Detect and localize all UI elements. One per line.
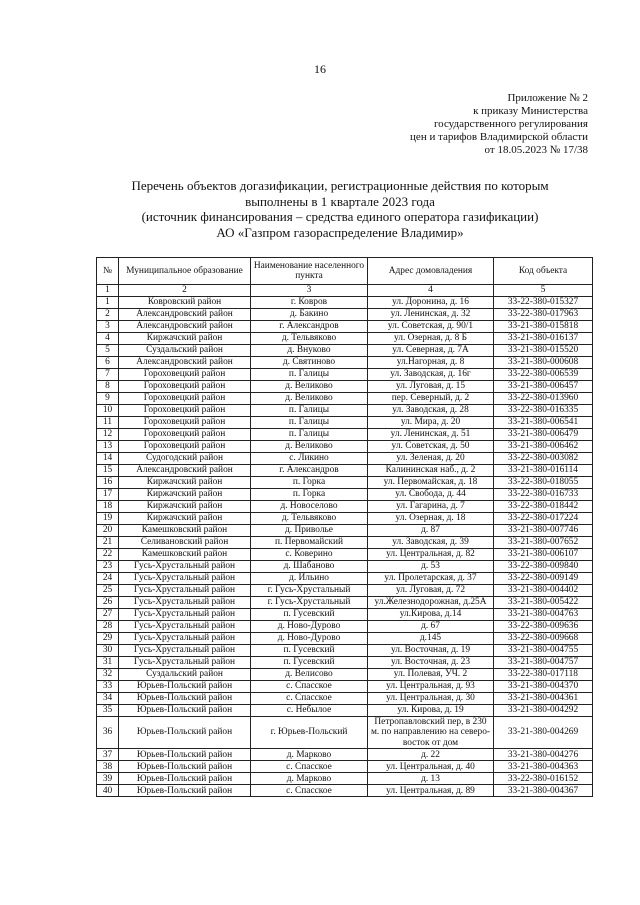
settlement-cell: с. Спасское — [251, 785, 368, 797]
address-cell: ул.Кирова, д.14 — [368, 609, 494, 621]
row-number: 25 — [97, 585, 119, 597]
settlement-cell: д. Святиново — [251, 357, 368, 369]
appendix-block — [410, 92, 588, 157]
settlement-cell: д. Приволье — [251, 525, 368, 537]
table-row — [97, 785, 593, 797]
municipality-cell: Гусь-Хрустальный район — [119, 657, 251, 669]
settlement-cell: п. Галицы — [251, 417, 368, 429]
settlement-cell: г. Ковров — [251, 297, 368, 309]
address-cell: пер. Северный, д. 2 — [368, 393, 494, 405]
municipality-cell: Гороховецкий район — [119, 405, 251, 417]
municipality-cell: Александровский район — [119, 321, 251, 333]
settlement-cell: д. Бакино — [251, 309, 368, 321]
row-number: 15 — [97, 465, 119, 477]
table-row — [97, 749, 593, 761]
appendix-line: от 18.05.2023 № 17/38 — [484, 144, 588, 156]
table-row — [97, 773, 593, 785]
table-row — [97, 441, 593, 453]
table-row — [97, 429, 593, 441]
column-number: 5 — [494, 285, 593, 297]
object-code-cell: 33-21-380-004402 — [494, 585, 593, 597]
row-number: 1 — [97, 297, 119, 309]
municipality-cell: Суздальский район — [119, 345, 251, 357]
row-number: 36 — [97, 717, 119, 749]
table-row — [97, 477, 593, 489]
row-number: 2 — [97, 309, 119, 321]
settlement-cell: д. Марково — [251, 773, 368, 785]
table-row — [97, 369, 593, 381]
address-cell: ул. Луговая, д. 15 — [368, 381, 494, 393]
table-row — [97, 405, 593, 417]
column-number-row — [97, 285, 593, 297]
object-code-cell: 33-22-380-016152 — [494, 773, 593, 785]
row-number: 40 — [97, 785, 119, 797]
object-code-cell: 33-22-380-009636 — [494, 621, 593, 633]
table-row — [97, 609, 593, 621]
settlement-cell: д. Ново-Дурово — [251, 633, 368, 645]
address-cell: ул. Озерная, д. 8 Б — [368, 333, 494, 345]
address-cell: ул. Полевая, УЧ. 2 — [368, 669, 494, 681]
settlement-cell: п. Галицы — [251, 369, 368, 381]
object-code-cell: 33-22-380-003082 — [494, 453, 593, 465]
settlement-cell: д. Внуково — [251, 345, 368, 357]
object-code-cell: 33-21-380-007746 — [494, 525, 593, 537]
row-number: 32 — [97, 669, 119, 681]
appendix-line: к приказу Министерства — [473, 105, 588, 117]
municipality-cell: Юрьев-Польский район — [119, 705, 251, 717]
address-cell: д. 13 — [368, 773, 494, 785]
table-row — [97, 381, 593, 393]
object-code-cell: 33-21-380-016137 — [494, 333, 593, 345]
object-code-cell: 33-21-380-004269 — [494, 717, 593, 749]
object-code-cell: 33-21-380-006457 — [494, 381, 593, 393]
object-code-cell: 33-22-380-017963 — [494, 309, 593, 321]
address-cell: ул. Советская, д. 90/1 — [368, 321, 494, 333]
object-code-cell: 33-21-380-004276 — [494, 749, 593, 761]
appendix-line: государственного регулирования — [433, 118, 588, 130]
row-number: 17 — [97, 489, 119, 501]
settlement-cell: с. Небылое — [251, 705, 368, 717]
address-cell: ул. Центральная, д. 89 — [368, 785, 494, 797]
address-cell: ул. Доронина, д. 16 — [368, 297, 494, 309]
column-number: 2 — [119, 285, 251, 297]
address-cell: д.145 — [368, 633, 494, 645]
municipality-cell: Юрьев-Польский район — [119, 749, 251, 761]
settlement-cell: д. Великово — [251, 393, 368, 405]
address-cell: ул. Центральная, д. 82 — [368, 549, 494, 561]
row-number: 27 — [97, 609, 119, 621]
address-cell: д. 67 — [368, 621, 494, 633]
header-object-code: Код объекта — [494, 258, 593, 285]
municipality-cell: Гусь-Хрустальный район — [119, 573, 251, 585]
municipality-cell: Гусь-Хрустальный район — [119, 621, 251, 633]
address-cell: ул. Зеленая, д. 20 — [368, 453, 494, 465]
table-row — [97, 417, 593, 429]
object-code-cell: 33-21-380-000608 — [494, 357, 593, 369]
municipality-cell: Киржачский район — [119, 501, 251, 513]
address-cell: ул. Заводская, д. 28 — [368, 405, 494, 417]
title-line: АО «Газпром газораспределение Владимир» — [216, 224, 464, 240]
address-cell: д. 22 — [368, 749, 494, 761]
municipality-cell: Гусь-Хрустальный район — [119, 585, 251, 597]
object-code-cell: 33-22-380-018055 — [494, 477, 593, 489]
settlement-cell: г. Александров — [251, 321, 368, 333]
row-number: 20 — [97, 525, 119, 537]
object-code-cell: 33-21-380-004367 — [494, 785, 593, 797]
settlement-cell: п. Первомайский — [251, 537, 368, 549]
object-code-cell: 33-22-380-009840 — [494, 561, 593, 573]
municipality-cell: Юрьев-Польский район — [119, 717, 251, 749]
settlement-cell: д. Велисово — [251, 669, 368, 681]
settlement-cell: г. Гусь-Хрустальный — [251, 597, 368, 609]
row-number: 11 — [97, 417, 119, 429]
settlement-cell: п. Горка — [251, 489, 368, 501]
settlement-cell: д. Великово — [251, 381, 368, 393]
row-number: 39 — [97, 773, 119, 785]
row-number: 13 — [97, 441, 119, 453]
object-code-cell: 33-21-380-004757 — [494, 657, 593, 669]
object-code-cell: 33-21-380-004361 — [494, 693, 593, 705]
address-cell: ул. Свобода, д. 44 — [368, 489, 494, 501]
object-code-cell: 33-21-380-016114 — [494, 465, 593, 477]
row-number: 22 — [97, 549, 119, 561]
address-cell: ул. Центральная, д. 93 — [368, 681, 494, 693]
municipality-cell: Александровский район — [119, 309, 251, 321]
table-row — [97, 465, 593, 477]
settlement-cell: п. Гусевский — [251, 645, 368, 657]
object-code-cell: 33-22-380-017224 — [494, 513, 593, 525]
municipality-cell: Гороховецкий район — [119, 381, 251, 393]
table-row — [97, 333, 593, 345]
row-number: 7 — [97, 369, 119, 381]
settlement-cell: д. Ильино — [251, 573, 368, 585]
row-number: 18 — [97, 501, 119, 513]
table-row — [97, 501, 593, 513]
address-cell: ул. Ленинская, д. 51 — [368, 429, 494, 441]
row-number: 38 — [97, 761, 119, 773]
row-number: 37 — [97, 749, 119, 761]
row-number: 33 — [97, 681, 119, 693]
municipality-cell: Юрьев-Польский район — [119, 681, 251, 693]
table-row — [97, 705, 593, 717]
table-row — [97, 633, 593, 645]
settlement-cell: г. Юрьев-Польский — [251, 717, 368, 749]
municipality-cell: Гороховецкий район — [119, 393, 251, 405]
table-row — [97, 321, 593, 333]
row-number: 10 — [97, 405, 119, 417]
table-row — [97, 717, 593, 749]
row-number: 3 — [97, 321, 119, 333]
address-cell: ул. Первомайская, д. 18 — [368, 477, 494, 489]
row-number: 4 — [97, 333, 119, 345]
settlement-cell: с. Коверино — [251, 549, 368, 561]
table-row — [97, 621, 593, 633]
municipality-cell: Юрьев-Польский район — [119, 785, 251, 797]
column-number: 3 — [251, 285, 368, 297]
table-row — [97, 549, 593, 561]
table-row — [97, 681, 593, 693]
municipality-cell: Гусь-Хрустальный район — [119, 633, 251, 645]
object-code-cell: 33-22-380-009668 — [494, 633, 593, 645]
document-title — [60, 178, 620, 240]
row-number: 12 — [97, 429, 119, 441]
title-line: (источник финансирования – средства единого оператора газификации) — [141, 209, 539, 224]
municipality-cell: Судогодский район — [119, 453, 251, 465]
object-code-cell: 33-21-380-006541 — [494, 417, 593, 429]
settlement-cell: с. Спасское — [251, 761, 368, 773]
row-number: 28 — [97, 621, 119, 633]
municipality-cell: Камешковский район — [119, 525, 251, 537]
settlement-cell: д. Ново-Дурово — [251, 621, 368, 633]
table-row — [97, 561, 593, 573]
table-row — [97, 357, 593, 369]
municipality-cell: Гусь-Хрустальный район — [119, 597, 251, 609]
table-row — [97, 513, 593, 525]
table-row — [97, 309, 593, 321]
row-number: 6 — [97, 357, 119, 369]
settlement-cell: с. Спасское — [251, 681, 368, 693]
settlement-cell: г. Гусь-Хрустальный — [251, 585, 368, 597]
municipality-cell: Юрьев-Польский район — [119, 693, 251, 705]
address-cell: д. 87 — [368, 525, 494, 537]
row-number: 34 — [97, 693, 119, 705]
table-row — [97, 489, 593, 501]
municipality-cell: Селивановский район — [119, 537, 251, 549]
address-cell: ул. Пролетарская, д. 37 — [368, 573, 494, 585]
row-number: 30 — [97, 645, 119, 657]
table-header-row — [97, 258, 593, 285]
table-row — [97, 585, 593, 597]
object-code-cell: 33-21-380-006107 — [494, 549, 593, 561]
object-code-cell: 33-22-380-016733 — [494, 489, 593, 501]
object-code-cell: 33-21-380-004363 — [494, 761, 593, 773]
address-cell: ул.Железнодорожная, д.25А — [368, 597, 494, 609]
table-row — [97, 453, 593, 465]
table-row — [97, 761, 593, 773]
object-code-cell: 33-21-380-004763 — [494, 609, 593, 621]
address-cell: ул. Озерная, д. 18 — [368, 513, 494, 525]
row-number: 19 — [97, 513, 119, 525]
municipality-cell: Гороховецкий район — [119, 441, 251, 453]
table-row — [97, 669, 593, 681]
object-code-cell: 33-21-380-006479 — [494, 429, 593, 441]
municipality-cell: Александровский район — [119, 465, 251, 477]
address-cell: ул.Нагорная, д. 8 — [368, 357, 494, 369]
municipality-cell: Киржачский район — [119, 489, 251, 501]
settlement-cell: д. Новоселово — [251, 501, 368, 513]
object-code-cell: 33-22-380-013960 — [494, 393, 593, 405]
address-cell: ул. Ленинская, д. 32 — [368, 309, 494, 321]
settlement-cell: г. Александров — [251, 465, 368, 477]
object-code-cell: 33-21-380-004755 — [494, 645, 593, 657]
address-cell: Петропавловский пер, в 230 м. по направлению на северо-восток от дом — [368, 717, 494, 749]
object-code-cell: 33-22-380-009149 — [494, 573, 593, 585]
object-code-cell: 33-22-380-018442 — [494, 501, 593, 513]
page-number: 16 — [314, 62, 326, 76]
settlement-cell: д. Великово — [251, 441, 368, 453]
table-row — [97, 297, 593, 309]
header-address: Адрес домовладения — [368, 258, 494, 285]
settlement-cell: д. Шабаново — [251, 561, 368, 573]
address-cell: ул. Заводская, д. 16г — [368, 369, 494, 381]
settlement-cell: д. Марково — [251, 749, 368, 761]
table-row — [97, 345, 593, 357]
municipality-cell: Гороховецкий район — [119, 417, 251, 429]
object-code-cell: 33-22-380-016335 — [494, 405, 593, 417]
address-cell: ул. Восточная, д. 23 — [368, 657, 494, 669]
row-number: 5 — [97, 345, 119, 357]
settlement-cell: п. Гусевский — [251, 609, 368, 621]
settlement-cell: с. Спасское — [251, 693, 368, 705]
address-cell: ул. Гагарина, д. 7 — [368, 501, 494, 513]
settlement-cell: д. Тельвяково — [251, 333, 368, 345]
table-row — [97, 597, 593, 609]
municipality-cell: Киржачский район — [119, 333, 251, 345]
appendix-line: Приложение № 2 — [507, 92, 588, 104]
object-code-cell: 33-22-380-006539 — [494, 369, 593, 381]
municipality-cell: Суздальский район — [119, 669, 251, 681]
header-municipality: Муниципальное образование — [119, 258, 251, 285]
object-code-cell: 33-21-380-007652 — [494, 537, 593, 549]
table-row — [97, 573, 593, 585]
address-cell: Калининская наб., д. 2 — [368, 465, 494, 477]
municipality-cell: Гусь-Хрустальный район — [119, 645, 251, 657]
address-cell: ул. Луговая, д. 72 — [368, 585, 494, 597]
address-cell: ул. Советская, д. 50 — [368, 441, 494, 453]
municipality-cell: Гусь-Хрустальный район — [119, 561, 251, 573]
title-line: Перечень объектов догазификации, регистрационные действия по которым — [131, 178, 549, 193]
row-number: 31 — [97, 657, 119, 669]
settlement-cell: д. Тельвяково — [251, 513, 368, 525]
row-number: 21 — [97, 537, 119, 549]
column-number: 1 — [97, 285, 119, 297]
object-code-cell: 33-21-380-015520 — [494, 345, 593, 357]
table-row — [97, 657, 593, 669]
object-code-cell: 33-21-380-005422 — [494, 597, 593, 609]
column-number: 4 — [368, 285, 494, 297]
municipality-cell: Гороховецкий район — [119, 429, 251, 441]
address-cell: ул. Кирова, д. 19 — [368, 705, 494, 717]
object-code-cell: 33-21-380-015818 — [494, 321, 593, 333]
municipality-cell: Киржачский район — [119, 513, 251, 525]
row-number: 35 — [97, 705, 119, 717]
header-number: № — [97, 258, 119, 285]
address-cell: ул. Восточная, д. 19 — [368, 645, 494, 657]
object-code-cell: 33-21-380-006462 — [494, 441, 593, 453]
row-number: 29 — [97, 633, 119, 645]
municipality-cell: Гусь-Хрустальный район — [119, 609, 251, 621]
address-cell: ул. Заводская, д. 39 — [368, 537, 494, 549]
row-number: 23 — [97, 561, 119, 573]
row-number: 9 — [97, 393, 119, 405]
object-code-cell: 33-21-380-004292 — [494, 705, 593, 717]
header-settlement: Наименование населенного пункта — [251, 258, 368, 285]
municipality-cell: Юрьев-Польский район — [119, 773, 251, 785]
address-cell: ул. Мира, д. 20 — [368, 417, 494, 429]
row-number: 24 — [97, 573, 119, 585]
address-cell: ул. Центральная, д. 30 — [368, 693, 494, 705]
settlement-cell: п. Галицы — [251, 405, 368, 417]
address-cell: д. 53 — [368, 561, 494, 573]
municipality-cell: Юрьев-Польский район — [119, 761, 251, 773]
address-cell: ул. Центральная, д. 40 — [368, 761, 494, 773]
row-number: 26 — [97, 597, 119, 609]
address-cell: ул. Северная, д. 7А — [368, 345, 494, 357]
settlement-cell: п. Галицы — [251, 429, 368, 441]
object-code-cell: 33-22-380-017118 — [494, 669, 593, 681]
municipality-cell: Александровский район — [119, 357, 251, 369]
municipality-cell: Камешковский район — [119, 549, 251, 561]
municipality-cell: Киржачский район — [119, 477, 251, 489]
row-number: 14 — [97, 453, 119, 465]
table-row — [97, 525, 593, 537]
municipality-cell: Гороховецкий район — [119, 369, 251, 381]
appendix-line: цен и тарифов Владимирской области — [410, 131, 588, 143]
object-code-cell: 33-22-380-015327 — [494, 297, 593, 309]
table-row — [97, 393, 593, 405]
table-row — [97, 537, 593, 549]
settlement-cell: п. Гусевский — [251, 657, 368, 669]
municipality-cell: Ковровский район — [119, 297, 251, 309]
objects-table — [96, 257, 593, 797]
object-code-cell: 33-21-380-004370 — [494, 681, 593, 693]
row-number: 8 — [97, 381, 119, 393]
settlement-cell: п. Горка — [251, 477, 368, 489]
settlement-cell: с. Ликино — [251, 453, 368, 465]
table-row — [97, 693, 593, 705]
title-line: выполнены в 1 квартале 2023 года — [245, 193, 435, 209]
table-row — [97, 645, 593, 657]
table-body — [97, 297, 593, 797]
row-number: 16 — [97, 477, 119, 489]
